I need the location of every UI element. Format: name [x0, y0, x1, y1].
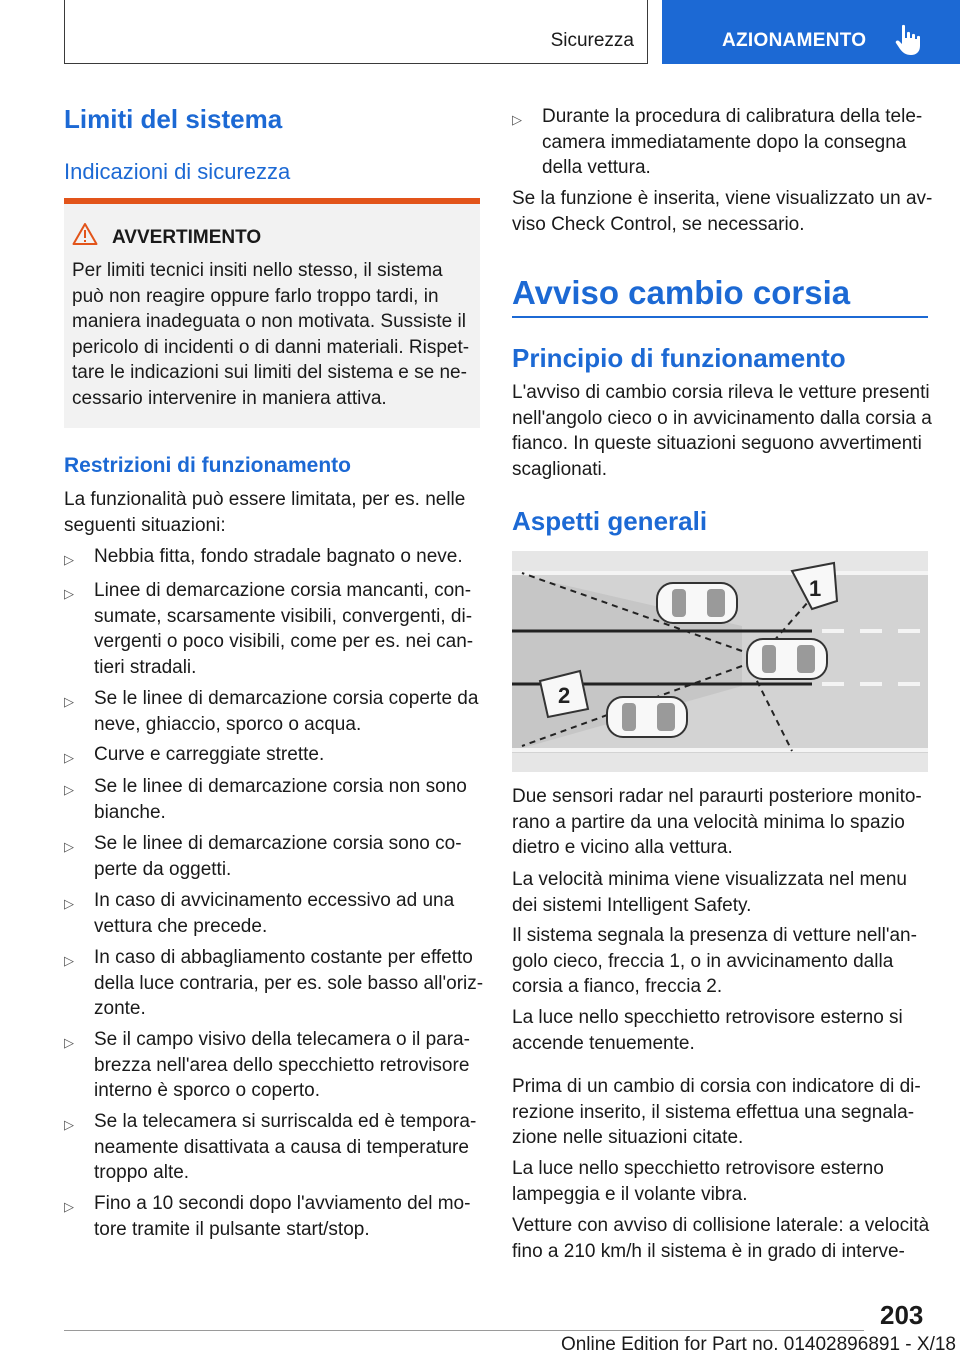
- section-title-limits: Limiti del sistema: [64, 104, 283, 134]
- triangle-bullet-icon: ▷: [64, 586, 74, 601]
- page-number: 203: [880, 1300, 924, 1330]
- subtitle-safety: Indicazioni di sicurezza: [64, 159, 291, 184]
- triangle-bullet-icon: ▷: [64, 1035, 74, 1050]
- list-item: ▷ Linee di demarcazione corsia mancanti, con- sumate, scarsamente visibili, convergenti, di- vergenti o poco visibili, come per es. nei can- tieri stradali.: [64, 580, 474, 678]
- lane-change-paragraph: Prima di un cambio di corsia con indicatore di di- rezione inserito, il sistema effettua una segnala- zione nelle situazioni citate.: [512, 1076, 921, 1148]
- lane-change-illustration: [512, 551, 928, 772]
- list-item: ▷ Se le linee di demarcazione corsia coperte da neve, ghiaccio, sporco o acqua.: [64, 688, 479, 735]
- triangle-bullet-icon: ▷: [64, 782, 74, 797]
- principle-text: L'avviso di cambio corsia rileva le vetture presenti nell'angolo cieco o in avvicinamento dalla corsia a fianco. In queste situazioni seguono avvertimenti scaglionati.: [512, 382, 932, 480]
- general-heading: Aspetti generali: [512, 506, 708, 536]
- arrow-label-1: 1: [809, 576, 822, 601]
- list-item: ▷ Durante la procedura di calibratura della tele- camera immediatamente dopo la consegna della vettura.: [512, 106, 923, 178]
- arrow-label-2: 2: [558, 683, 571, 708]
- footer-divider: [64, 1330, 864, 1331]
- list-item: ▷ Se la telecamera si surriscalda ed è tempora- neamente disattivata a causa di temperature troppo alte.: [64, 1111, 477, 1183]
- list-item: ▷ In caso di abbagliamento costante per effetto della luce contraria, per es. sole basso all'oriz- zonte.: [64, 947, 484, 1019]
- section-rule: [512, 316, 928, 318]
- triangle-bullet-icon: ▷: [64, 953, 74, 968]
- triangle-bullet-icon: ▷: [64, 1199, 74, 1214]
- check-control-paragraph: Se la funzione è inserita, viene visualizzato un av- viso Check Control, se necessario.: [512, 188, 933, 235]
- warning-text: Per limiti tecnici insiti nello stesso, il sistema può non reagire oppure farlo troppo tardi, in maniera inadeguata o non motivata. Sussiste il pericolo di incidenti o di danni materiali. Rispet- tare le indicazioni sui limiti del sistema e se ne- cessario intervenire in maniera attiva.: [72, 260, 470, 409]
- hand-pointer-icon: [894, 24, 924, 56]
- footer-edition[interactable]: Online Edition for Part no. 01402896891 - X/18: [560, 1334, 956, 1355]
- header-section-label[interactable]: Sicurezza: [550, 30, 634, 51]
- list-item: ▷ Se le linee di demarcazione corsia sono co- perte da oggetti.: [64, 833, 462, 880]
- warning-label: AVVERTIMENTO: [112, 227, 262, 248]
- mirror-flash-paragraph: La luce nello specchietto retrovisore esterno lampeggia e il volante vibra.: [512, 1158, 884, 1205]
- list-item: ▷ Fino a 10 secondi dopo l'avviamento del mo- tore tramite il pulsante start/stop.: [64, 1193, 471, 1240]
- list-item: ▷ Se le linee di demarcazione corsia non sono bianche.: [64, 776, 467, 823]
- restrictions-intro: La funzionalità può essere limitata, per es. nelle seguenti situazioni:: [64, 489, 466, 536]
- warning-bar: [64, 198, 480, 204]
- section-title-lane-change: Avviso cambio corsia: [512, 274, 851, 311]
- triangle-bullet-icon: ▷: [64, 694, 74, 709]
- triangle-bullet-icon: ▷: [64, 896, 74, 911]
- mirror-light-paragraph: La luce nello specchietto retrovisore esterno si accende tenuemente.: [512, 1007, 903, 1054]
- list-item: ▷ In caso di avvicinamento eccessivo ad una vettura che precede.: [64, 890, 455, 937]
- triangle-bullet-icon: ▷: [64, 839, 74, 854]
- principle-heading: Principio di funzionamento: [512, 343, 846, 373]
- blind-spot-paragraph: Il sistema segnala la presenza di vetture nell'an- golo cieco, freccia 1, o in avvicinamento dalla corsia a fianco, freccia 2.: [512, 925, 917, 997]
- triangle-bullet-icon: ▷: [64, 750, 74, 765]
- list-item: ▷ Nebbia fitta, fondo stradale bagnato o neve.: [64, 544, 463, 570]
- triangle-bullet-icon: ▷: [64, 552, 74, 567]
- lane-diagram: [512, 551, 928, 772]
- header-chapter-label[interactable]: AZIONAMENTO: [722, 30, 867, 51]
- list-item: ▷ Se il campo visivo della telecamera o il para- brezza nell'area dello specchietto retrovisore interno è sporco o coperto.: [64, 1029, 470, 1101]
- triangle-bullet-icon: ▷: [512, 112, 522, 127]
- list-item: ▷ Curve e carreggiate strette.: [64, 742, 324, 768]
- triangle-bullet-icon: ▷: [64, 1117, 74, 1132]
- speed-paragraph: La velocità minima viene visualizzata nel menu dei sistemi Intelligent Safety.: [512, 869, 907, 916]
- sensor-paragraph: Due sensori radar nel paraurti posteriore monito- rano a partire da una velocità minima lo spazio dietro e vicino alla vettura.: [512, 786, 922, 858]
- restrictions-heading: Restrizioni di funzionamento: [64, 454, 351, 477]
- warning-triangle-icon: [72, 222, 98, 246]
- collision-paragraph: Vetture con avviso di collisione laterale: a velocità fino a 210 km/h il sistema è in grado di interve-: [512, 1215, 930, 1262]
